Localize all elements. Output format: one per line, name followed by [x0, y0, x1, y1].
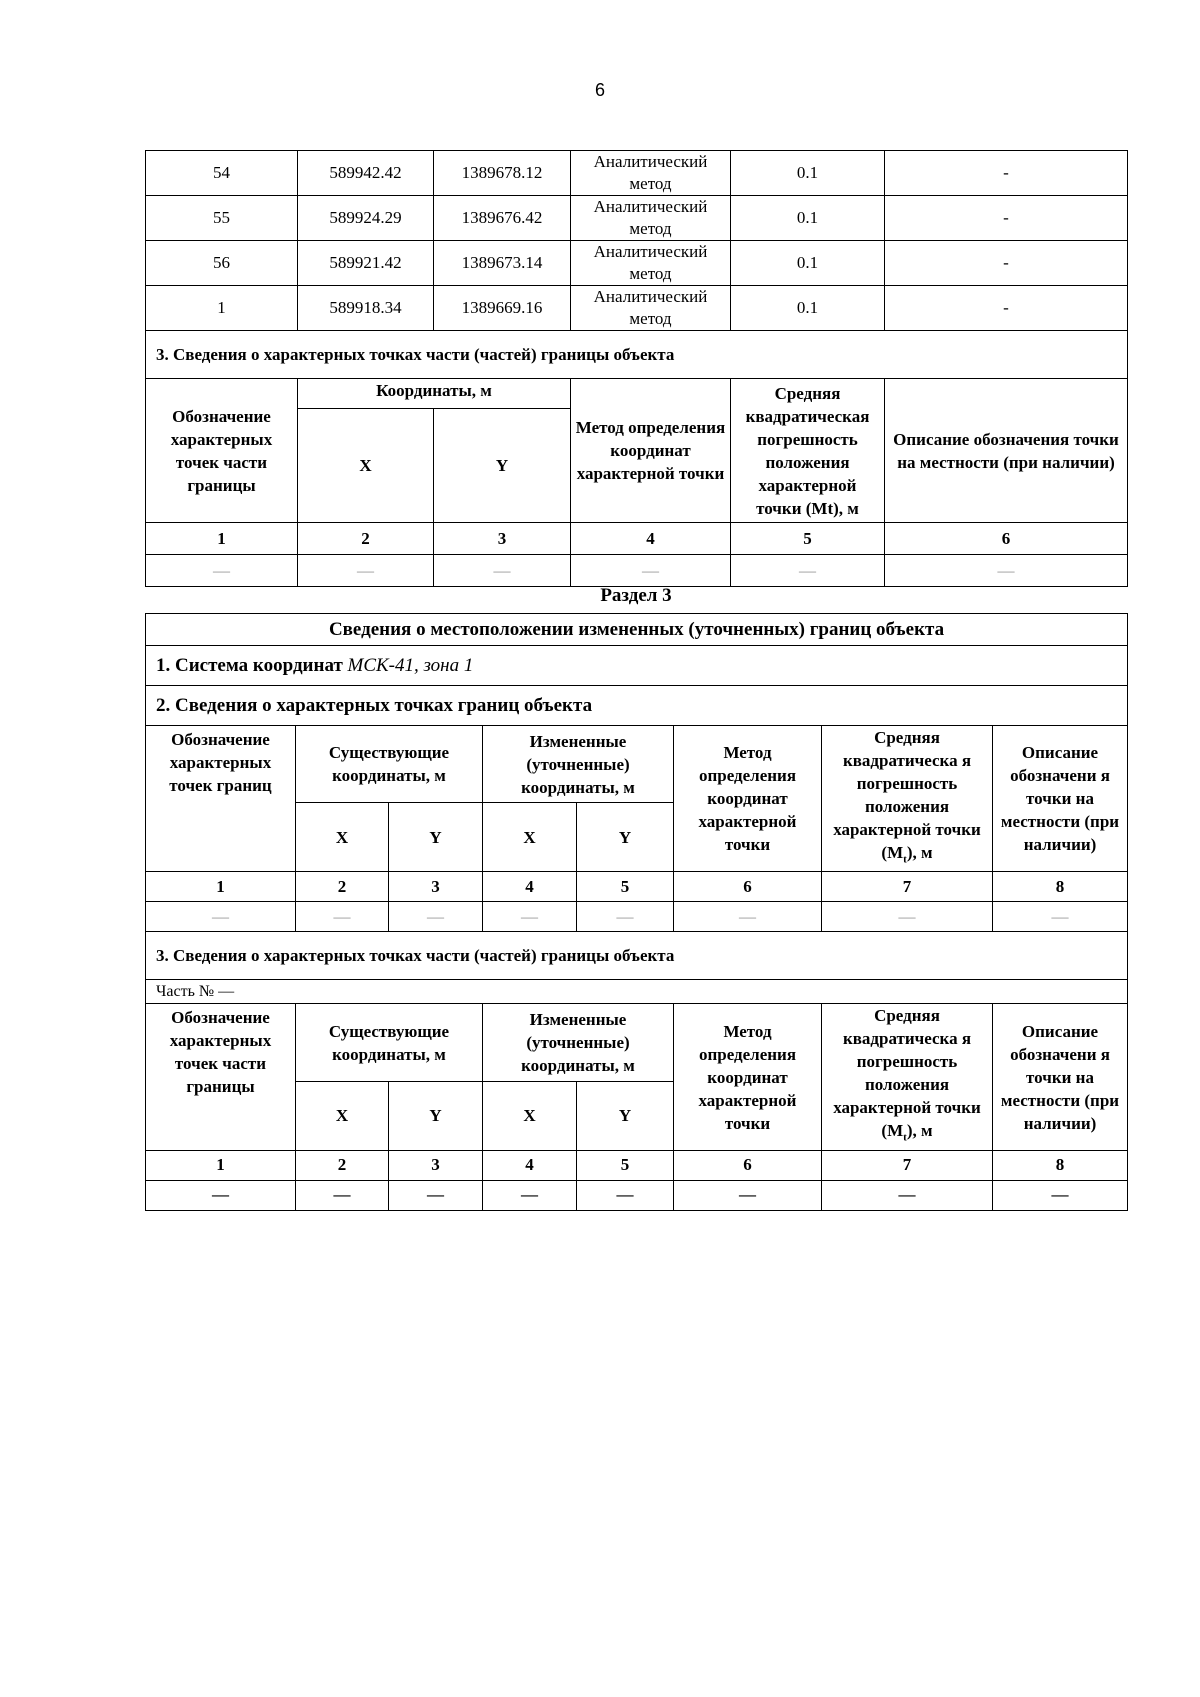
column-number: 6: [885, 523, 1128, 555]
header-point-designation: Обозначение характерных точек части границы: [146, 379, 298, 523]
cell-y: 1389676.42: [434, 196, 571, 241]
part-number-row: [146, 980, 1128, 1004]
section-3-title: Раздел 3: [600, 585, 672, 606]
table-row: [146, 286, 1128, 331]
coord-system-row: [146, 646, 1128, 686]
empty-cell: —: [298, 555, 434, 587]
column-number: 5: [577, 1150, 674, 1180]
cell-y: 1389669.16: [434, 286, 571, 331]
header-point-designation: Обозначение характерных точек границ: [146, 726, 296, 872]
cell-x: 589942.42: [298, 151, 434, 196]
table-row: [146, 151, 1128, 196]
cell-x: 589918.34: [298, 286, 434, 331]
empty-cell: —: [577, 1180, 674, 1210]
header-point-designation: Обозначение характерных точек части границы: [146, 1004, 296, 1150]
header-x: X: [296, 1081, 389, 1150]
empty-cell: —: [389, 1180, 483, 1210]
empty-cell: —: [146, 1180, 296, 1210]
cell-x: 589924.29: [298, 196, 434, 241]
part-heading: 3. Сведения о характерных точках части (частей) границы объекта: [146, 932, 1128, 980]
header-x: X: [296, 803, 389, 872]
cell-mt: 0.1: [731, 196, 885, 241]
header-row: [146, 726, 1128, 803]
header-mt-prefix: Средняя квадратическа я погрешность положения характерной точки (M: [833, 728, 981, 862]
points-heading: 2. Сведения о характерных точках границ объекта: [146, 686, 1128, 726]
header-method: Метод определения координат характерной точки: [674, 726, 822, 872]
empty-row: [146, 555, 1128, 587]
empty-cell: —: [571, 555, 731, 587]
header-x: X: [298, 409, 434, 523]
cell-n: 1: [146, 286, 298, 331]
cell-mt: 0.1: [731, 286, 885, 331]
table-title-row: [146, 614, 1128, 646]
header-description: Описание обозначени я точки на местности (при наличии): [993, 726, 1128, 872]
coord-system-label: 1. Система координат: [156, 654, 343, 676]
header-y: Y: [577, 1081, 674, 1150]
empty-cell: —: [296, 902, 389, 932]
empty-cell: —: [674, 1180, 822, 1210]
empty-row: [146, 902, 1128, 932]
column-number: 8: [993, 1150, 1128, 1180]
header-x: X: [483, 803, 577, 872]
empty-cell: —: [434, 555, 571, 587]
cell-desc: -: [885, 241, 1128, 286]
part-heading: 3. Сведения о характерных точках части (частей) границы объекта: [146, 331, 1128, 379]
cell-y: 1389673.14: [434, 241, 571, 286]
column-number: 4: [483, 872, 577, 902]
cell-method: Аналитический метод: [571, 196, 731, 241]
header-y: Y: [389, 803, 483, 872]
empty-cell: —: [577, 902, 674, 932]
header-y: Y: [434, 409, 571, 523]
column-number: 2: [296, 1150, 389, 1180]
empty-cell: —: [731, 555, 885, 587]
cell-n: 56: [146, 241, 298, 286]
empty-cell: —: [885, 555, 1128, 587]
column-number: 6: [674, 1150, 822, 1180]
header-mt-suffix: ), м: [906, 843, 933, 862]
column-number: 1: [146, 523, 298, 555]
cell-mt: 0.1: [731, 151, 885, 196]
header-changed-coordinates: Измененные (уточненные) координаты, м: [483, 1004, 674, 1081]
header-mt: [822, 726, 993, 872]
header-x: X: [483, 1081, 577, 1150]
empty-cell: —: [993, 1180, 1128, 1210]
empty-row: [146, 1180, 1128, 1210]
cell-desc: -: [885, 196, 1128, 241]
empty-cell: —: [296, 1180, 389, 1210]
empty-cell: —: [483, 902, 577, 932]
column-number: 1: [146, 872, 296, 902]
header-mt: [822, 1004, 993, 1150]
header-description: Описание обозначения точки на местности (при наличии): [885, 379, 1128, 523]
column-numbers-row: [146, 872, 1128, 902]
column-number: 8: [993, 872, 1128, 902]
header-mt: Средняя квадратическая погрешность положения характерной точки (Mt), м: [731, 379, 885, 523]
column-number: 3: [434, 523, 571, 555]
column-number: 6: [674, 872, 822, 902]
column-numbers-row: [146, 523, 1128, 555]
section-3-table: [145, 613, 1128, 1211]
coord-system-value: МСК-41, зона 1: [347, 654, 474, 676]
table-row: [146, 196, 1128, 241]
table-title: Сведения о местоположении измененных (уточненных) границ объекта: [146, 614, 1128, 646]
empty-cell: —: [822, 1180, 993, 1210]
column-number: 5: [731, 523, 885, 555]
cell-y: 1389678.12: [434, 151, 571, 196]
header-coordinates: Координаты, м: [298, 379, 571, 409]
column-number: 7: [822, 872, 993, 902]
column-number: 7: [822, 1150, 993, 1180]
empty-cell: —: [674, 902, 822, 932]
column-number: 2: [296, 872, 389, 902]
header-row: [146, 1004, 1128, 1081]
cell-x: 589921.42: [298, 241, 434, 286]
coord-system: [146, 646, 1128, 686]
column-number: 2: [298, 523, 434, 555]
page-number: 6: [594, 80, 605, 100]
column-number: 1: [146, 1150, 296, 1180]
header-row: [146, 379, 1128, 409]
empty-cell: —: [146, 555, 298, 587]
column-numbers-row: [146, 1150, 1128, 1180]
header-mt-suffix: ), м: [906, 1121, 933, 1141]
cell-method: Аналитический метод: [571, 286, 731, 331]
header-mt-sub: t: [903, 1131, 907, 1144]
cell-n: 54: [146, 151, 298, 196]
table-row: [146, 241, 1128, 286]
column-number: 5: [577, 872, 674, 902]
part-number: Часть № —: [146, 980, 1128, 1004]
header-existing-coordinates: Существующие координаты, м: [296, 1004, 483, 1081]
empty-cell: —: [146, 902, 296, 932]
coordinates-continuation-table: [145, 150, 1128, 587]
header-changed-coordinates: Измененные (уточненные) координаты, м: [483, 726, 674, 803]
cell-method: Аналитический метод: [571, 241, 731, 286]
cell-n: 55: [146, 196, 298, 241]
empty-cell: —: [822, 902, 993, 932]
column-number: 3: [389, 872, 483, 902]
part-heading-row: [146, 331, 1128, 379]
empty-cell: —: [483, 1180, 577, 1210]
header-y: Y: [389, 1081, 483, 1150]
header-mt-sub: t: [903, 853, 907, 866]
empty-cell: —: [389, 902, 483, 932]
column-number: 4: [483, 1150, 577, 1180]
column-number: 4: [571, 523, 731, 555]
cell-mt: 0.1: [731, 241, 885, 286]
points-heading-row: [146, 686, 1128, 726]
header-description: Описание обозначени я точки на местности (при наличии): [993, 1004, 1128, 1150]
part-heading-row: [146, 932, 1128, 980]
header-method: Метод определения координат характерной точки: [571, 379, 731, 523]
empty-cell: —: [993, 902, 1128, 932]
cell-desc: -: [885, 151, 1128, 196]
cell-desc: -: [885, 286, 1128, 331]
cell-method: Аналитический метод: [571, 151, 731, 196]
header-existing-coordinates: Существующие координаты, м: [296, 726, 483, 803]
header-mt-prefix: Средняя квадратическа я погрешность положения характерной точки (M: [833, 1006, 981, 1141]
column-number: 3: [389, 1150, 483, 1180]
header-method: Метод определения координат характерной точки: [674, 1004, 822, 1150]
header-y: Y: [577, 803, 674, 872]
